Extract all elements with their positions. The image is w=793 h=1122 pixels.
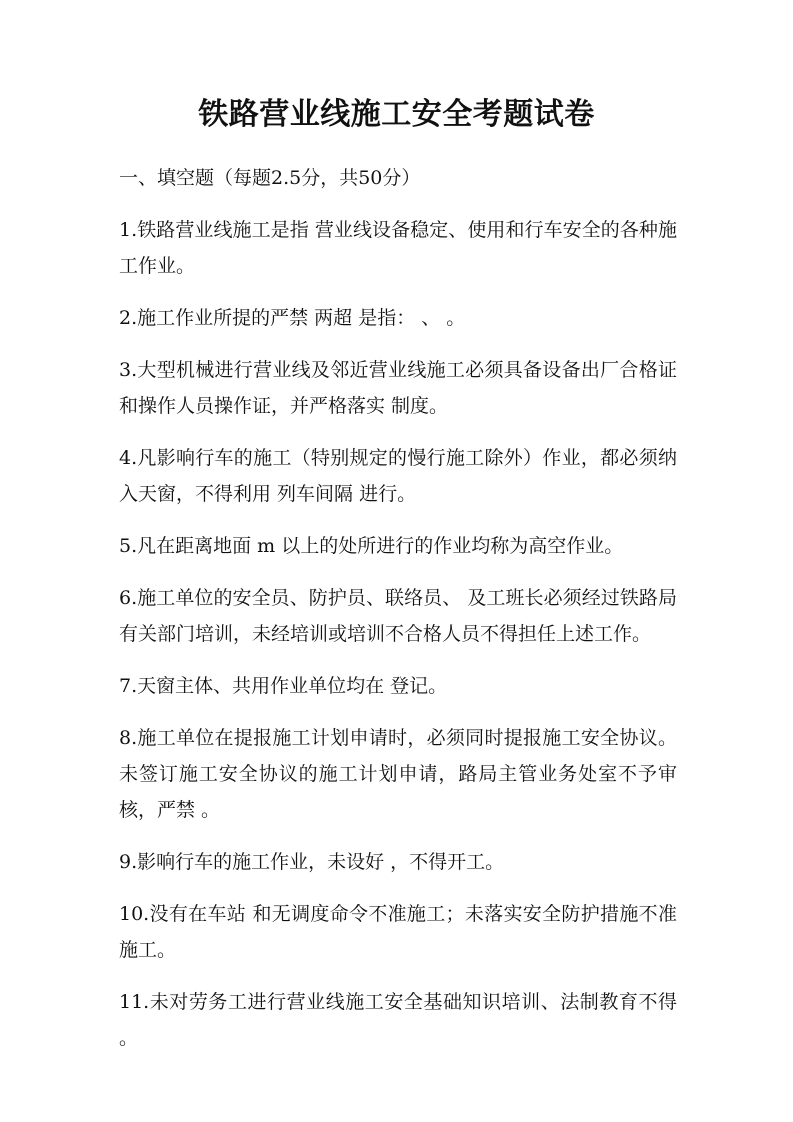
document-body (119, 160, 677, 1072)
question-3: 3.大型机械进行营业线及邻近营业线施工必须具备设备出厂合格证和操作人员操作证，并严格落实 制度。 (119, 359, 677, 417)
question-11: 11.未对劳务工进行营业线施工安全基础知识培训、法制教育不得 。 (119, 991, 677, 1049)
question-10: 10.没有在车站 和无调度命令不准施工；未落实安全防护措施不准施工。 (119, 903, 677, 961)
question-2: 2.施工作业所提的严禁 两超 是指： 、 。 (119, 307, 466, 329)
section-heading: 一、填空题（每题2.5分，共50分） (119, 167, 421, 189)
question-8: 8.施工单位在提报施工计划申请时，必须同时提报施工安全协议。未签订施工安全协议的施工计划申请，路局主管业务处室不予审核，严禁 。 (119, 727, 677, 821)
question-4: 4.凡影响行车的施工（特别规定的慢行施工除外）作业，都必须纳入天窗，不得利用 列车间隔 进行。 (119, 447, 677, 505)
question-6: 6.施工单位的安全员、防护员、联络员、 及工班长必须经过铁路局有关部门培训，未经培训或培训不合格人员不得担任上述工作。 (119, 587, 677, 645)
question-7: 7.天窗主体、共用作业单位均在 登记。 (119, 675, 448, 697)
question-9: 9.影响行车的施工作业，未设好 ，不得开工。 (119, 851, 505, 873)
document-title: 铁路营业线施工安全考题试卷 (198, 97, 595, 132)
question-1: 1.铁路营业线施工是指 营业线设备稳定、使用和行车安全的各种施工作业。 (119, 219, 677, 277)
question-5: 5.凡在距离地面 m 以上的处所进行的作业均称为高空作业。 (119, 535, 624, 557)
